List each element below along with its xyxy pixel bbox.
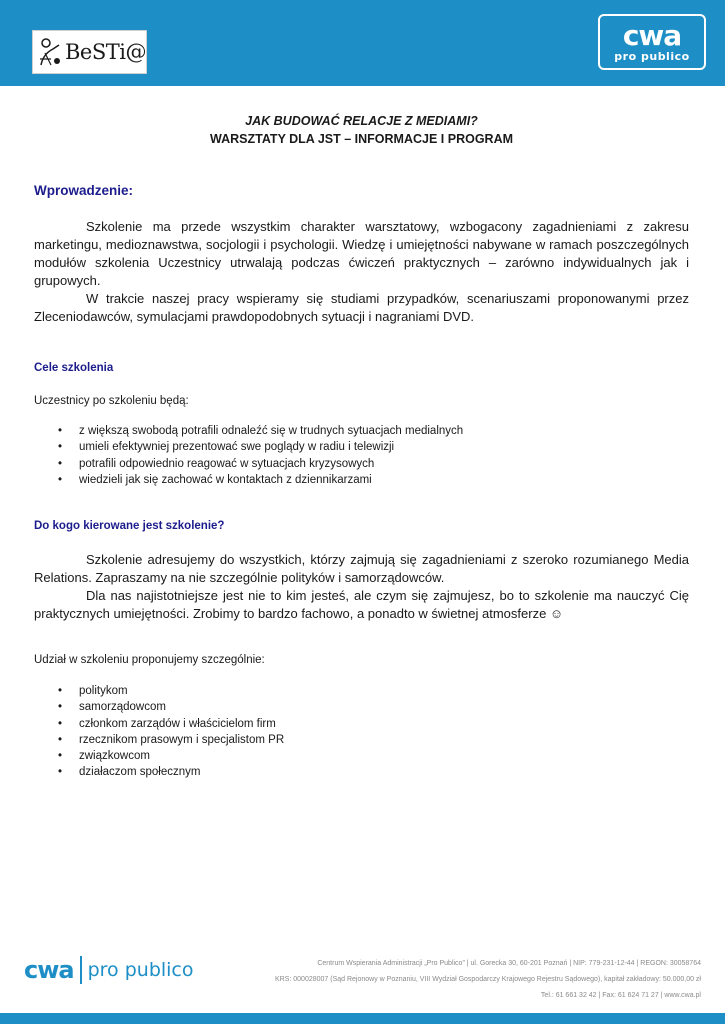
audience-paragraph-1: Szkolenie adresujemy do wszystkich, którzy zajmują się zagadnieniami z szeroko rozumianego Media Relations. Zapraszamy na nie szczególnie polityków i samorządowców.	[34, 552, 689, 585]
list-item: • działaczom społecznym	[34, 764, 284, 780]
audience-paragraph-2: Dla nas najistotniejsze jest nie to kim jesteś, ale czym się zajmujesz, bo to szkolenie ma nauczyć Cię praktycznych umiejętności. Zrobimy to bardzo fachowo, a ponadto w świetnej atmosferze ☺	[34, 588, 689, 621]
audience-heading: Do kogo kierowane jest szkolenie?	[34, 520, 225, 532]
cwa-logo-word: cwa	[622, 18, 682, 52]
list-item: • rzecznikom prasowym i specjalistom PR	[34, 732, 284, 748]
intro-text	[34, 218, 689, 326]
audience-list	[34, 683, 284, 781]
footer-info-line-3: Tel.: 61 661 32 42 | Fax: 61 624 71 27 | www.cwa.pl	[540, 992, 701, 999]
footer-info-line-1: Centrum Wspierania Administracji „Pro Publico” | ul. Gorecka 30, 60-201 Poznań | NIP: 779-231-12-44 | REGON: 30058764	[317, 960, 701, 967]
intro-paragraph-1: Szkolenie ma przede wszystkim charakter warsztatowy, wzbogacony zagadnieniami z zakresu marketingu, medioznawstwa, socjologii i psychologii. Wiedzę i umiejętności nabywane w ramach poszczególnych modułów szkolenia Uczestnicy utrwalają podczas ćwiczeń praktycznych – zarówno indywidualnych jak i grupowych.	[34, 219, 689, 288]
audience-lead: Udział w szkoleniu proponujemy szczególnie:	[34, 654, 265, 666]
document-title-line2: WARSZTATY DLA JST – INFORMACJE I PROGRAM	[209, 132, 514, 146]
footer-band	[0, 1013, 725, 1024]
list-item: • umieli efektywniej prezentować swe poglądy w radiu i telewizji	[34, 439, 463, 455]
list-item: • samorządowcom	[34, 699, 284, 715]
list-item: • wiedzieli jak się zachować w kontaktach z dziennikarzami	[34, 472, 463, 488]
list-item: • politykom	[34, 683, 284, 699]
footer-logo	[24, 956, 194, 984]
footer-logo-word: cwa	[24, 956, 74, 984]
list-item: • związkowcom	[34, 748, 284, 764]
footer-logo-divider	[80, 956, 82, 984]
cwa-logo-sub: pro publico	[614, 49, 690, 63]
goals-lead: Uczestnicy po szkoleniu będą:	[34, 395, 189, 407]
audience-text	[34, 551, 689, 623]
list-item: • z większą swobodą potrafili odnaleźć się w trudnych sytuacjach medialnych	[34, 423, 463, 439]
document-title-line1: JAK BUDOWAĆ RELACJE Z MEDIAMI?	[245, 114, 478, 128]
list-item: • potrafili odpowiednio reagować w sytuacjach kryzysowych	[34, 456, 463, 472]
intro-paragraph-2: W trakcie naszej pracy wspieramy się studiami przypadków, scenariuszami proponowanymi przez Zleceniodawców, symulacjami prawdopodobnych sytuacji i nagraniami DVD.	[34, 291, 689, 324]
document-body	[34, 112, 689, 148]
goals-heading: Cele szkolenia	[34, 362, 114, 374]
intro-heading: Wprowadzenie:	[34, 183, 134, 198]
footer-info-line-2: KRS: 000028007 (Sąd Rejonowy w Poznaniu, VIII Wydział Gospodarczy Krajowego Rejestru Sądowego), kapitał zakładowy: 50.000,00 zł	[274, 976, 701, 983]
footer-company-info	[231, 956, 701, 1004]
bestia-figure-icon	[37, 35, 63, 69]
bestia-logo	[32, 30, 147, 74]
footer-logo-sub: pro publico	[87, 959, 194, 981]
cwa-logo	[598, 14, 706, 70]
goals-list	[34, 423, 463, 488]
list-item: • członkom zarządów i właścicielom firm	[34, 716, 284, 732]
bestia-logo-text: BeSTi@	[65, 40, 146, 64]
